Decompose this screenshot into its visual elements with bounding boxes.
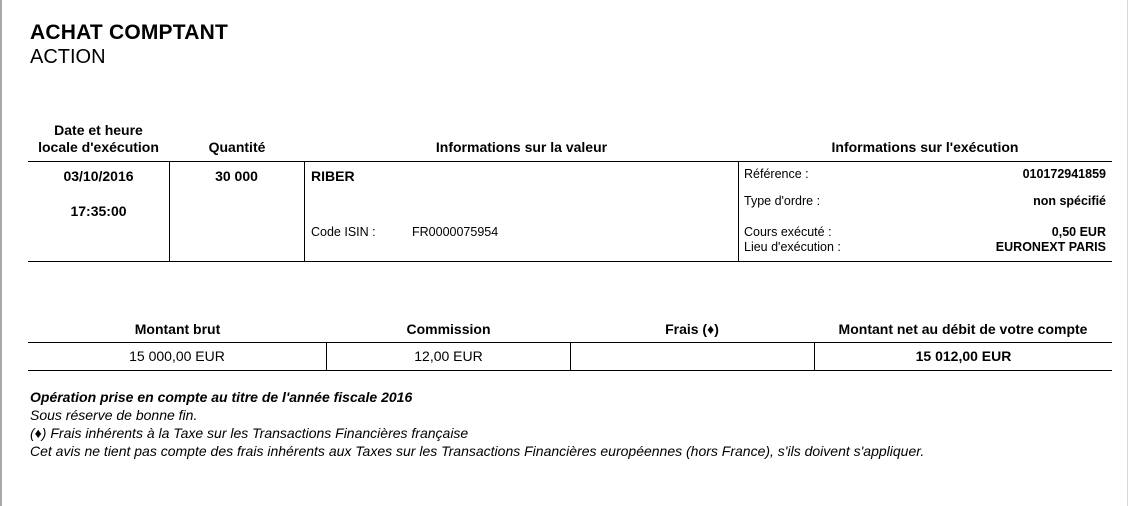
- commission-value: 12,00 EUR: [414, 348, 483, 364]
- price-label: Cours exécuté :: [744, 225, 832, 239]
- fiscal-year-note: Opération prise en compte au titre de l'année fiscale 2016: [30, 389, 413, 405]
- page-left-border: [0, 0, 2, 506]
- header-security-info: Informations sur la valeur: [435, 139, 608, 155]
- eu-tax-note: Cet avis ne tient pas compte des frais inhérents aux Taxes sur les Transactions Financières européennes (hors France), s'ils doivent s'appliquer.: [30, 443, 925, 459]
- isin-value: FR0000075954: [412, 225, 499, 239]
- col-divider: [304, 161, 305, 261]
- header-date-time: [28, 122, 169, 156]
- venue-label: Lieu d'exécution :: [744, 240, 841, 254]
- col-divider: [738, 161, 739, 261]
- net-amount-value: 15 012,00 EUR: [915, 348, 1012, 364]
- order-type-value: non spécifié: [1033, 194, 1106, 208]
- page-right-border: [1127, 0, 1133, 506]
- reference-value: 010172941859: [1022, 167, 1106, 181]
- execution-date: 03/10/2016: [63, 168, 134, 184]
- header-gross-amount: Montant brut: [134, 321, 221, 337]
- header-execution-info: Informations sur l'exécution: [831, 139, 1019, 155]
- table-bottom-rule: [28, 261, 1112, 262]
- execution-time: 17:35:00: [70, 203, 127, 219]
- gross-amount-value: 15 000,00 EUR: [129, 348, 225, 364]
- quantity-value: 30 000: [215, 168, 258, 184]
- reference-label: Référence :: [744, 167, 809, 181]
- amounts-bottom-rule: [28, 370, 1112, 371]
- col-divider: [570, 342, 571, 370]
- reserve-note: Sous réserve de bonne fin.: [30, 407, 198, 423]
- header-quantity: Quantité: [208, 139, 266, 155]
- price-value: 0,50 EUR: [1051, 225, 1106, 239]
- document-title: ACHAT COMPTANT: [30, 21, 228, 44]
- isin-label: Code ISIN :: [311, 225, 376, 239]
- header-date-line1: Date et heure: [54, 122, 143, 138]
- header-net-amount: Montant net au débit de votre compte: [838, 321, 1088, 337]
- header-fees: Frais (♦): [665, 321, 719, 337]
- header-date-line2: locale d'exécution: [38, 139, 159, 155]
- fees-note: (♦) Frais inhérents à la Taxe sur les Transactions Financières française: [30, 425, 469, 441]
- venue-value: EURONEXT PARIS: [995, 240, 1106, 254]
- document-subtitle: ACTION: [30, 46, 106, 68]
- table-top-rule: [28, 161, 1112, 162]
- security-name: RIBER: [311, 168, 355, 184]
- footnotes: [30, 388, 924, 460]
- header-commission: Commission: [406, 321, 491, 337]
- order-type-label: Type d'ordre :: [744, 194, 821, 208]
